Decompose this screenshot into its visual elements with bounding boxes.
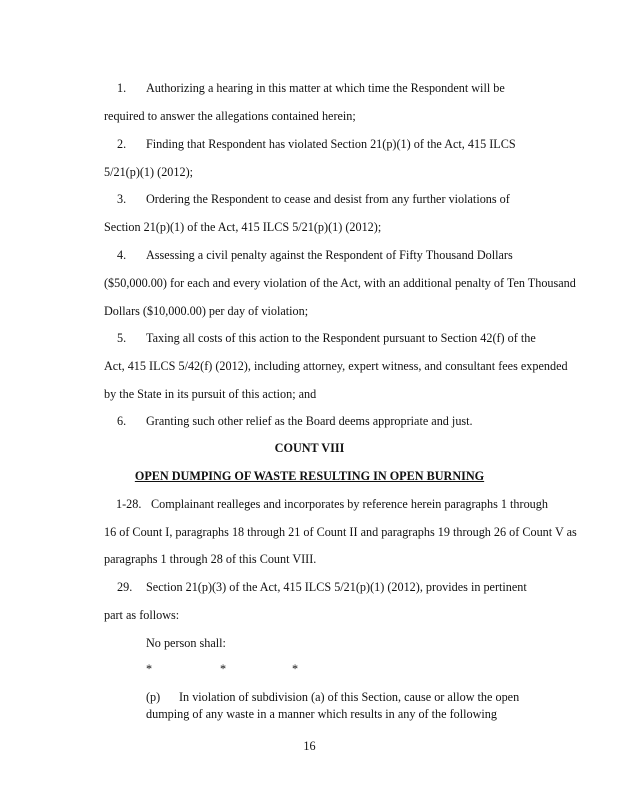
ellipsis-asterisk: * bbox=[220, 662, 227, 676]
paragraph-line: Ordering the Respondent to cease and desist from any further violations of bbox=[146, 192, 510, 206]
quote-line: In violation of subdivision (a) of this Section, cause or allow the open bbox=[179, 690, 520, 704]
paragraph-number: 4. bbox=[117, 248, 127, 262]
paragraph-number: 2. bbox=[117, 137, 127, 151]
paragraph-line: part as follows: bbox=[104, 608, 180, 622]
count-subheading: OPEN DUMPING OF WASTE RESULTING IN OPEN BURNING bbox=[134, 469, 485, 483]
paragraph-number: 29. bbox=[117, 580, 133, 594]
paragraph-line: Complainant realleges and incorporates by reference herein paragraphs 1 through bbox=[151, 497, 548, 511]
paragraph-line: Authorizing a hearing in this matter at which time the Respondent will be bbox=[146, 81, 505, 95]
paragraph-number: 3. bbox=[117, 192, 127, 206]
paragraph-line: 5/21(p)(1) (2012); bbox=[104, 165, 194, 179]
ellipsis-asterisk: * bbox=[292, 662, 299, 676]
paragraph-number: 5. bbox=[117, 331, 127, 345]
paragraph-line: required to answer the allegations contained herein; bbox=[104, 109, 356, 123]
paragraph-line: Granting such other relief as the Board deems appropriate and just. bbox=[146, 414, 473, 428]
quote-item-label: (p) bbox=[146, 690, 161, 704]
page-number: 16 bbox=[303, 739, 316, 753]
paragraph-line: paragraphs 1 through 28 of this Count VIII. bbox=[104, 552, 317, 566]
paragraph-line: Finding that Respondent has violated Section 21(p)(1) of the Act, 415 ILCS bbox=[146, 137, 516, 151]
paragraph-number: 6. bbox=[117, 414, 127, 428]
paragraph-line: Act, 415 ILCS 5/42(f) (2012), including attorney, expert witness, and consultant fees expended bbox=[104, 359, 568, 373]
paragraph-line: ($50,000.00) for each and every violation of the Act, with an additional penalty of Ten Thousand bbox=[104, 276, 576, 290]
paragraph-line: 16 of Count I, paragraphs 18 through 21 of Count II and paragraphs 19 through 26 of Count V as bbox=[104, 525, 577, 539]
paragraph-number: 1-28. bbox=[116, 497, 142, 511]
ellipsis-asterisk: * bbox=[146, 662, 153, 676]
paragraph-line: Assessing a civil penalty against the Respondent of Fifty Thousand Dollars bbox=[146, 248, 513, 262]
paragraph-line: Dollars ($10,000.00) per day of violation; bbox=[104, 304, 309, 318]
paragraph-number: 1. bbox=[117, 81, 127, 95]
paragraph-line: Taxing all costs of this action to the Respondent pursuant to Section 42(f) of the bbox=[146, 331, 536, 345]
quote-intro: No person shall: bbox=[146, 636, 226, 650]
count-heading: COUNT VIII bbox=[274, 441, 345, 455]
paragraph-line: by the State in its pursuit of this action; and bbox=[104, 387, 317, 401]
quote-line: dumping of any waste in a manner which results in any of the following bbox=[146, 707, 497, 721]
paragraph-line: Section 21(p)(1) of the Act, 415 ILCS 5/21(p)(1) (2012); bbox=[104, 220, 382, 234]
paragraph-line: Section 21(p)(3) of the Act, 415 ILCS 5/21(p)(1) (2012), provides in pertinent bbox=[146, 580, 527, 594]
